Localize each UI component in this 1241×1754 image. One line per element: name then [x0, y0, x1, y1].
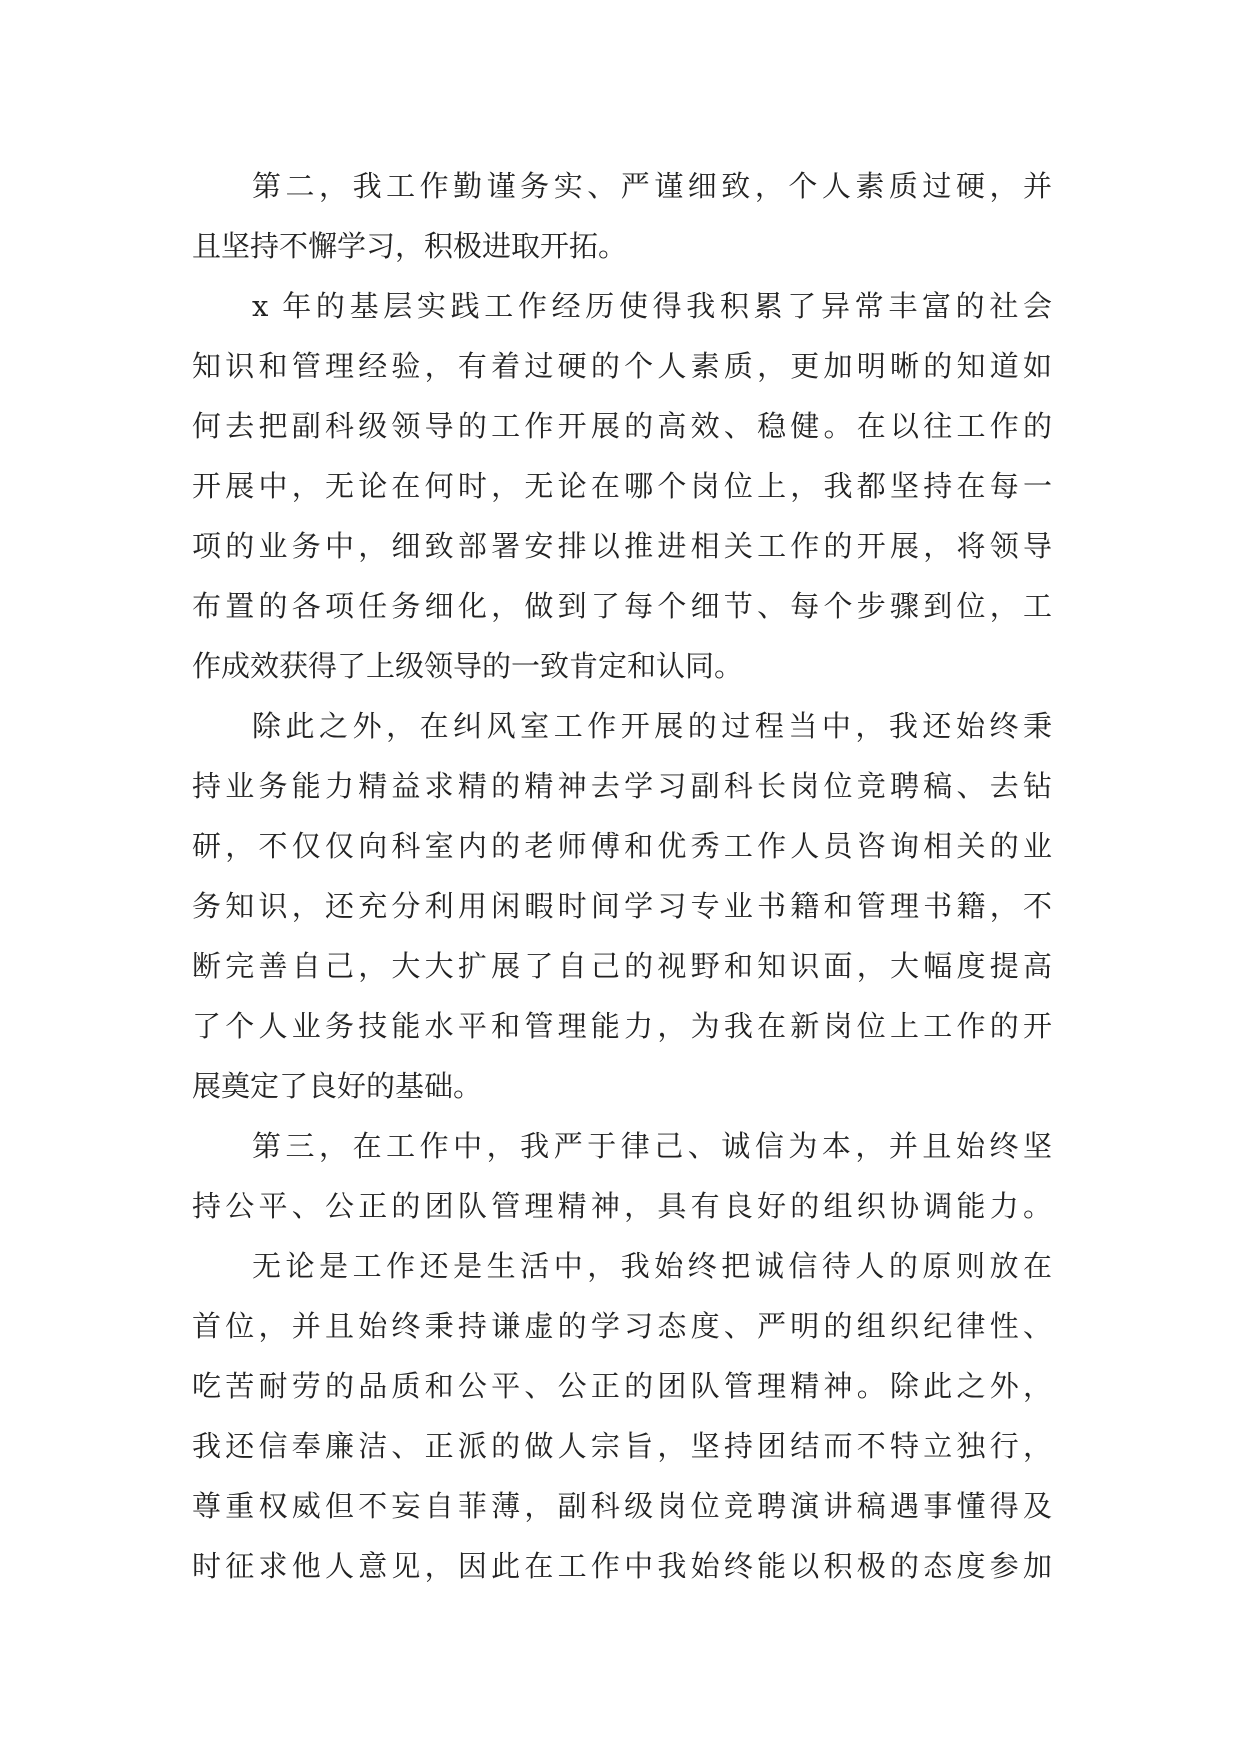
text-line: 第二，我工作勤谨务实、严谨细致，个人素质过硬，并 [252, 169, 1052, 203]
text-line: 持公平、公正的团队管理精神，具有良好的组织协调能力。 [192, 1189, 1052, 1223]
text-line: 布置的各项任务细化，做到了每个细节、每个步骤到位，工 [192, 589, 1052, 623]
text-line: 时征求他人意见，因此在工作中我始终能以积极的态度参加 [192, 1549, 1052, 1583]
text-line: 第三，在工作中，我严于律己、诚信为本，并且始终坚 [252, 1129, 1052, 1163]
text-line: 尊重权威但不妄自菲薄，副科级岗位竞聘演讲稿遇事懂得及 [192, 1489, 1052, 1523]
text-line: 开展中，无论在何时，无论在哪个岗位上，我都坚持在每一 [192, 469, 1052, 503]
text-line: 且坚持不懈学习，积极进取开拓。 [192, 229, 628, 263]
text-line: 展奠定了良好的基础。 [192, 1069, 483, 1103]
paragraph-third-point [192, 1116, 1052, 1236]
text-line: 吃苦耐劳的品质和公平、公正的团队管理精神。除此之外， [192, 1369, 1052, 1403]
text-line: 首位，并且始终秉持谦虚的学习态度、严明的组织纪律性、 [192, 1309, 1052, 1343]
text-line: 我还信奉廉洁、正派的做人宗旨，坚持团结而不特立独行， [192, 1429, 1052, 1463]
paragraph-integrity [192, 1236, 1052, 1596]
text-line: 作成效获得了上级领导的一致肯定和认同。 [192, 649, 744, 683]
paragraph-second-point [192, 156, 1052, 276]
paragraph-learning [192, 696, 1052, 1116]
document-body [192, 156, 1052, 1596]
text-line: 知识和管理经验，有着过硬的个人素质，更加明晰的知道如 [192, 349, 1052, 383]
text-line: x 年的基层实践工作经历使得我积累了异常丰富的社会 [252, 289, 1052, 323]
text-line: 持业务能力精益求精的精神去学习副科长岗位竞聘稿、去钻 [192, 769, 1052, 803]
text-line: 研，不仅仅向科室内的老师傅和优秀工作人员咨询相关的业 [192, 829, 1052, 863]
text-line: 何去把副科级领导的工作开展的高效、稳健。在以往工作的 [192, 409, 1052, 443]
text-line: 除此之外，在纠风室工作开展的过程当中，我还始终秉 [252, 709, 1052, 743]
text-line: 项的业务中，细致部署安排以推进相关工作的开展，将领导 [192, 529, 1052, 563]
text-line: 无论是工作还是生活中，我始终把诚信待人的原则放在 [252, 1249, 1052, 1283]
text-line: 断完善自己，大大扩展了自己的视野和知识面，大幅度提高 [192, 949, 1052, 983]
text-line: 务知识，还充分利用闲暇时间学习专业书籍和管理书籍，不 [192, 889, 1052, 923]
paragraph-experience [192, 276, 1052, 696]
text-line: 了个人业务技能水平和管理能力，为我在新岗位上工作的开 [192, 1009, 1052, 1043]
